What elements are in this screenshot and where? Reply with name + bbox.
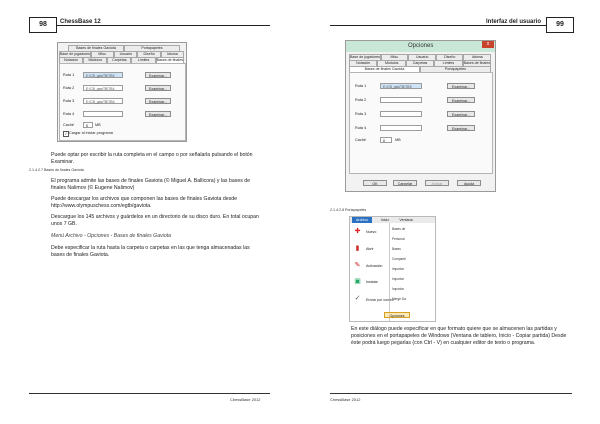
tab-clipboard[interactable]: Portapapeles <box>420 66 491 73</box>
tab-row-2 <box>349 60 491 65</box>
tab-notation[interactable]: Notación <box>59 57 83 64</box>
tab-clipboard[interactable]: Portapapeles <box>124 45 180 52</box>
browse-button[interactable]: Examinar... <box>145 98 171 104</box>
tab-file[interactable]: Archivo <box>352 217 372 223</box>
file-menu-screenshot <box>349 216 436 322</box>
cache-stepper[interactable]: 8 <box>380 137 392 143</box>
tab-modules[interactable]: Módulos <box>377 60 405 67</box>
tab-limits[interactable]: Límites <box>131 57 155 64</box>
path-label: Ruta 4 <box>63 112 75 116</box>
tab-language[interactable]: Idioma <box>161 51 184 58</box>
tab-row-1 <box>349 54 491 59</box>
cancel-button[interactable]: Cancelar <box>393 180 417 186</box>
tab-endgame[interactable]: Bases de finales <box>156 58 183 62</box>
submenu-item[interactable]: Importar <box>392 267 404 271</box>
paragraph: Debe especificar la ruta hasta la carpeta o carpetas en las que tenga almacenadas las bases de finales Gaviota. <box>51 245 250 258</box>
dialog-panel <box>59 63 186 141</box>
tab-window[interactable]: Ventana <box>399 218 413 222</box>
path-4-input[interactable] <box>83 111 123 117</box>
options-dialog-screenshot <box>57 42 187 142</box>
tab-row-3 <box>59 57 184 62</box>
tab-player-base[interactable]: Base de jugadores <box>350 55 380 59</box>
dialog-title: Opciones <box>408 43 434 49</box>
help-button[interactable]: Ayuda <box>457 180 481 186</box>
new-icon: ✚ <box>354 228 361 235</box>
tab-folders[interactable]: Carpetas <box>406 60 434 67</box>
tab-modules[interactable]: Módulos <box>83 57 107 64</box>
cache-unit: MB <box>395 138 401 142</box>
header-rule <box>330 25 572 26</box>
menu-item-new[interactable]: Nuevo <box>366 230 377 234</box>
tab-home[interactable]: Inicio <box>380 218 390 222</box>
footer-text: ChessBase 2012 <box>330 397 361 402</box>
path-3-input[interactable] <box>380 111 422 117</box>
path-2-input[interactable] <box>380 97 422 103</box>
tab-user[interactable]: Usuario <box>114 51 137 58</box>
options-dialog <box>345 40 496 192</box>
menu-item-send-mail[interactable]: Enviar por correo <box>366 298 394 302</box>
path-label: Ruta 3 <box>355 112 367 116</box>
path-2-input[interactable]: E:\CB_gaviTB\TB4 <box>83 85 123 91</box>
path-label: Ruta 3 <box>63 99 75 103</box>
browse-button[interactable]: Examinar... <box>447 97 475 103</box>
close-icon[interactable]: x <box>482 41 494 48</box>
tab-row-1 <box>68 45 180 50</box>
paragraph: Descargue los 145 archivos y guárdelos en un directorio de su disco duro. En total ocupan unos 7 GB. <box>51 214 259 227</box>
page-number: 98 <box>29 17 57 33</box>
menu-item-activation[interactable]: Activación <box>366 264 383 268</box>
load-on-start-label: Cargar al iniciar programa <box>69 131 113 135</box>
paragraph: Puede descargar los archivos que componen las bases de finales Gaviota desde http://www.olympuschess.com/egtb/gaviota. <box>51 196 238 209</box>
path-label: Ruta 1 <box>63 73 75 77</box>
header-title: Interfaz del usuario <box>486 19 542 25</box>
tab-user[interactable]: Usuario <box>408 54 436 61</box>
options-button[interactable]: Opciones <box>384 312 410 318</box>
right-page <box>300 0 600 424</box>
submenu-item[interactable]: Merge Da <box>392 297 406 301</box>
tab-folders[interactable]: Carpetas <box>107 57 131 64</box>
path-label: Ruta 4 <box>355 126 367 130</box>
tab-design[interactable]: Diseño <box>137 51 160 58</box>
install-icon: ▣ <box>354 278 361 285</box>
submenu-item[interactable]: Bases de <box>392 227 406 231</box>
footer-rule <box>29 393 270 394</box>
menu-item-open[interactable]: Abrir <box>366 247 374 251</box>
menu-item-install[interactable]: Instalar <box>366 280 378 284</box>
ok-button[interactable]: OK <box>363 180 387 186</box>
path-3-input[interactable]: E:\CB_gaviTB\TB6 <box>83 98 123 104</box>
paragraph: Puede optar por escribir la ruta completa en el campo o por señalarla pulsando el botón Examinar. <box>51 152 253 165</box>
submenu-item[interactable]: Importar <box>392 287 404 291</box>
section-heading: 2.1.4.2.8 Portapapeles <box>330 208 367 212</box>
tab-row-2 <box>59 51 184 56</box>
browse-button[interactable]: Examinar... <box>145 72 171 78</box>
dialog-panel <box>349 72 493 174</box>
tab-design[interactable]: Diseño <box>436 54 464 61</box>
load-on-start-checkbox[interactable]: ✓ <box>64 131 68 136</box>
menu-divider <box>389 223 390 321</box>
browse-button[interactable]: Examinar... <box>447 83 475 89</box>
path-1-input[interactable]: E:\CB_gaviTB\TB5 <box>380 83 422 89</box>
cache-unit: MB <box>95 123 101 127</box>
tab-row-3 <box>349 66 491 71</box>
browse-button[interactable]: Examinar... <box>447 111 475 117</box>
path-label: Ruta 2 <box>63 86 75 90</box>
footer-text: ChessBase 2012 <box>230 397 261 402</box>
path-label: Ruta 2 <box>355 98 367 102</box>
open-icon: ▮ <box>355 245 360 252</box>
path-1-input[interactable]: E:\CB_gaviTB\TB5 <box>83 72 123 78</box>
dialog-titlebar <box>346 41 495 52</box>
menu-path: Menú Archivo - Opciones - Bases de finales Gaviota <box>51 233 172 239</box>
cache-label: Caché <box>355 138 366 142</box>
tab-gaviota[interactable]: Bases de finales Gaviota <box>349 66 420 73</box>
cache-label: Caché <box>63 123 74 127</box>
send-mail-icon: ✓ <box>354 295 361 302</box>
tab-language[interactable]: Idioma <box>463 54 491 61</box>
submenu-item[interactable]: Importar <box>392 277 404 281</box>
tab-notation[interactable]: Notación <box>349 60 377 67</box>
tab-player-base[interactable]: Base de jugadores <box>60 52 90 56</box>
paragraph: El programa admite las bases de finales Gaviota (© Miguel A. Ballicora) y las bases de finales Nalimov (© Eugene Nalimov) <box>51 178 251 191</box>
browse-button[interactable]: Examinar... <box>145 111 171 117</box>
browse-button[interactable]: Examinar... <box>145 85 171 91</box>
tab-limits[interactable]: Límites <box>434 60 462 67</box>
header-rule <box>29 25 270 26</box>
path-4-input[interactable] <box>380 125 422 131</box>
tab-endgame[interactable]: Bases de finales <box>463 61 491 65</box>
tab-misc[interactable]: Misc. <box>381 54 409 61</box>
submenu-item[interactable]: Personal <box>392 237 405 241</box>
tab-misc[interactable]: Misc. <box>91 51 114 58</box>
submenu-item[interactable]: Compartir <box>392 257 406 261</box>
footer-rule <box>330 393 572 394</box>
apply-button[interactable]: Aplicar <box>425 180 449 186</box>
paragraph: En este diálogo puede especificar en que formato quiere que se almacenen las partidas y posiciones en el portapapeles de Windows (Ventana de tablero, Inicio - Copiar partida) Desde éste podrá luego pegarlas (con Ctrl - V) en cualquier editor de texto o programa. <box>351 326 567 346</box>
page-number: 99 <box>546 17 574 33</box>
path-label: Ruta 1 <box>355 84 367 88</box>
cache-stepper[interactable]: 8 <box>83 122 93 128</box>
section-heading: 2.1.4.2.7 Bases de finales Gaviota <box>29 168 84 172</box>
tab-gaviota[interactable]: Bases de finales Gaviota <box>68 45 124 52</box>
header-title: ChessBase 12 <box>60 19 101 25</box>
browse-button[interactable]: Examinar... <box>447 125 475 131</box>
activation-icon: ✎ <box>354 262 361 269</box>
submenu-item[interactable]: Bases <box>392 247 401 251</box>
